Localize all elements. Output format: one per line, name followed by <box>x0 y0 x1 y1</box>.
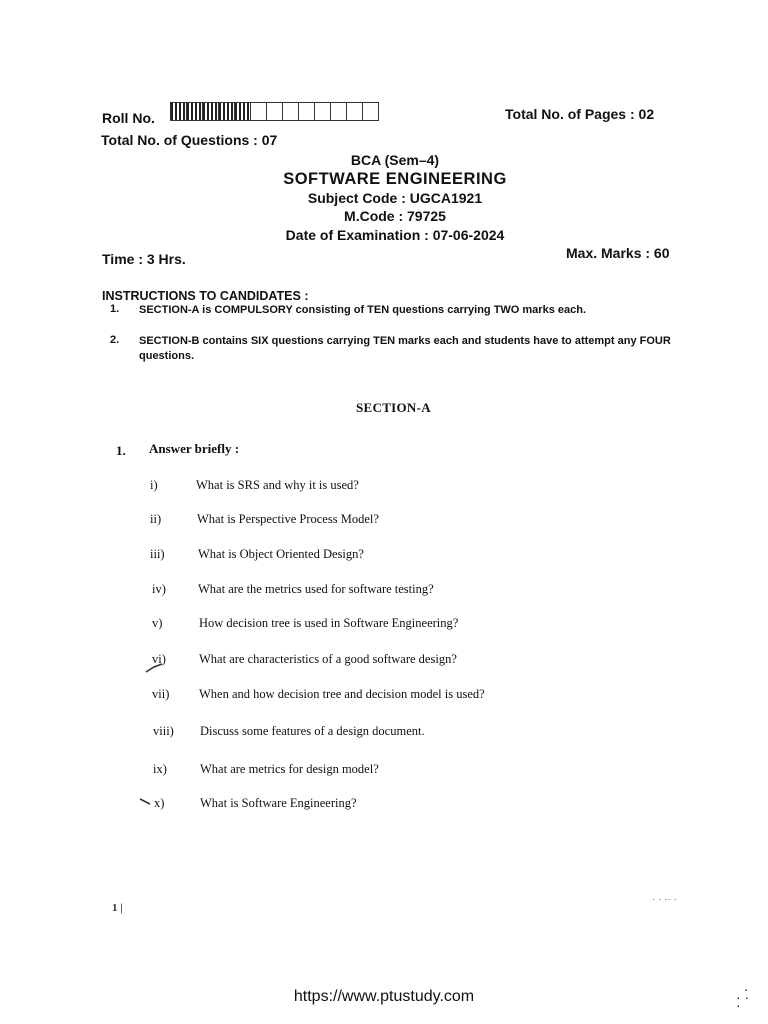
roll-number-box <box>235 102 251 121</box>
page-mark: 1 | <box>112 902 123 914</box>
exam-date: Date of Examination : 07-06-2024 <box>285 227 505 243</box>
subquestion-text: How decision tree is used in Software Engineering? <box>199 616 459 630</box>
subquestion-text: What is SRS and why it is used? <box>196 478 359 492</box>
scan-noise: · · ·· · <box>652 894 677 905</box>
subquestion-label: vi) <box>152 652 166 666</box>
subquestion-text: What is Perspective Process Model? <box>197 512 379 526</box>
instruction-text: SECTION-B contains SIX questions carrying TEN marks each and students have to attempt any FOUR questions. <box>139 335 671 362</box>
course-name: BCA (Sem–4) <box>350 152 440 168</box>
roll-number-label: Roll No. <box>102 110 155 126</box>
max-marks: Max. Marks : 60 <box>566 245 670 261</box>
roll-number-box <box>315 102 331 121</box>
roll-number-box <box>219 102 235 121</box>
subquestion-text: What are characteristics of a good software design? <box>199 652 457 666</box>
subquestion-text: What are metrics for design model? <box>200 762 379 776</box>
subquestion-text: What are the metrics used for software testing? <box>198 582 434 596</box>
roll-number-box <box>203 102 219 121</box>
subject-code: Subject Code : UGCA1921 <box>307 190 483 206</box>
roll-number-box <box>267 102 283 121</box>
question-text: Answer briefly : <box>149 441 240 456</box>
roll-number-box <box>347 102 363 121</box>
subquestion-label: iii) <box>150 547 165 561</box>
subquestion-label: ii) <box>150 512 162 526</box>
roll-number-box <box>299 102 315 121</box>
subquestion-label: x) <box>154 796 165 810</box>
instruction-number: 1. <box>110 303 120 315</box>
scan-noise-dots: · · · · <box>736 981 750 1013</box>
subquestion-text: When and how decision tree and decision model is used? <box>199 687 485 701</box>
subquestion-label: vii) <box>152 687 170 701</box>
instruction-number: 2. <box>110 334 120 346</box>
roll-number-boxes <box>170 102 379 121</box>
subquestion-text: Discuss some features of a design document. <box>200 724 425 738</box>
total-pages: Total No. of Pages : 02 <box>505 106 655 122</box>
subject-title: SOFTWARE ENGINEERING <box>283 170 507 188</box>
exam-duration: Time : 3 Hrs. <box>102 251 186 267</box>
footer-url-link[interactable]: https://www.ptustudy.com <box>293 988 475 1005</box>
subquestion-label: v) <box>152 616 163 630</box>
section-title: SECTION-A <box>356 400 431 415</box>
roll-number-box <box>251 102 267 121</box>
total-questions: Total No. of Questions : 07 <box>101 132 278 148</box>
subquestion-label: ix) <box>153 762 167 776</box>
question-number: 1. <box>116 443 126 458</box>
pencil-tick-mark <box>138 796 154 808</box>
roll-number-box <box>170 102 187 121</box>
subquestion-label: viii) <box>153 724 174 738</box>
m-code: M.Code : 79725 <box>344 208 446 224</box>
instruction-text: SECTION-A is COMPULSORY consisting of TEN questions carrying TWO marks each. <box>139 304 587 316</box>
roll-number-box <box>363 102 379 121</box>
pencil-tick-mark <box>144 660 166 676</box>
roll-number-box <box>283 102 299 121</box>
subquestion-text: What is Object Oriented Design? <box>198 547 364 561</box>
subquestion-label: i) <box>150 478 158 492</box>
subquestion-text: What is Software Engineering? <box>200 796 357 810</box>
roll-number-box <box>187 102 203 121</box>
roll-number-box <box>331 102 347 121</box>
subquestion-label: iv) <box>152 582 166 596</box>
instructions-heading: INSTRUCTIONS TO CANDIDATES : <box>102 289 309 303</box>
